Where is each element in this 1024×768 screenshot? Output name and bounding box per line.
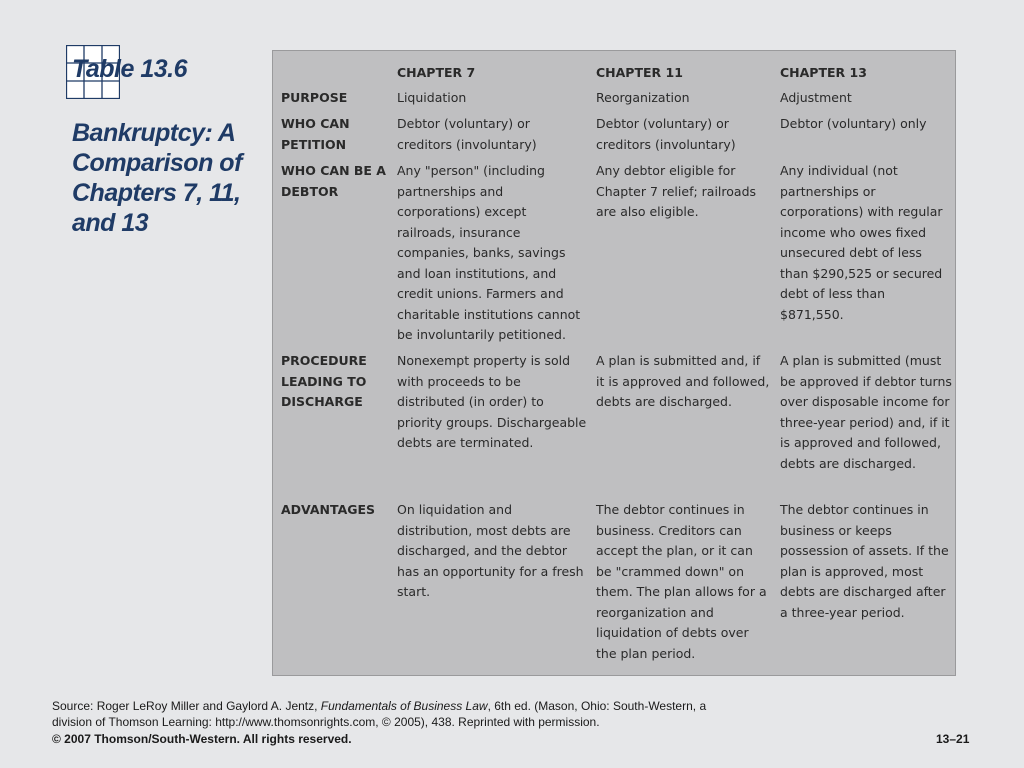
- table-cell: Any debtor eligible for Chapter 7 relief; railroads are also eligible.: [596, 163, 757, 219]
- table-cell: A plan is submitted (must be approved if debtor turns over disposable income for three-year period) and, if it is approved and followed, debts are discharged.: [780, 353, 952, 471]
- table-cell: Debtor (voluntary) only: [780, 116, 927, 131]
- table-cell: Reorganization: [596, 90, 690, 105]
- table-cell: Any individual (not partnerships or corporations) with regular income who owes fixed unsecured debt of less than $290,525 or secured debt of less than $871,550.: [780, 163, 943, 322]
- row-label-who-can-petition: WHO CAN PETITION: [281, 116, 350, 152]
- table-cell: Liquidation: [397, 90, 467, 105]
- source-suffix: , 6th ed. (Mason, Ohio: South-Western, a division of Thomson Learning: http://www.thomsonrights.com, © 2005), 438. Reprinted with permission.: [52, 699, 707, 729]
- table-cell: On liquidation and distribution, most debts are discharged, and the debtor has an opportunity for a fresh start.: [397, 502, 584, 599]
- table-cell: Any "person" (including partnerships and corporations) except railroads, insurance companies, banks, savings and loan institutions, and credit unions. Farmers and charitable institutions cannot be involuntarily petitioned.: [397, 163, 581, 342]
- column-header-chapter-7: CHAPTER 7: [397, 65, 476, 80]
- table-cell: A plan is submitted and, if it is approved and followed, debts are discharged.: [596, 353, 770, 409]
- column-header-chapter-11: CHAPTER 11: [596, 65, 683, 80]
- source-prefix: Source: Roger LeRoy Miller and Gaylord A. Jentz,: [52, 699, 321, 713]
- slide-subtitle: Bankruptcy: A Comparison of Chapters 7, 11, and 13: [72, 119, 242, 237]
- source-book-title: Fundamentals of Business Law: [320, 699, 488, 713]
- column-header-chapter-13: CHAPTER 13: [780, 65, 867, 80]
- slide-title: Table 13.6: [72, 55, 187, 83]
- bankruptcy-comparison-table: [272, 50, 956, 676]
- copyright-notice: © 2007 Thomson/South-Western. All rights reserved.: [52, 732, 352, 746]
- table-cell: The debtor continues in business or keeps possession of assets. If the plan is approved, most debts are discharged after a three-year period.: [780, 502, 949, 620]
- table-cell: Adjustment: [780, 90, 852, 105]
- row-label-purpose: PURPOSE: [281, 90, 348, 105]
- table-cell: Debtor (voluntary) or creditors (involuntary): [397, 116, 537, 152]
- row-label-advantages: ADVANTAGES: [281, 502, 376, 517]
- table-cell: Nonexempt property is sold with proceeds to be distributed (in order) to priority groups. Dischargeable debts are terminated.: [397, 353, 587, 450]
- source-citation: [52, 698, 712, 730]
- row-label-who-can-be-a-debtor: WHO CAN BE A DEBTOR: [281, 163, 386, 199]
- table-cell: The debtor continues in business. Creditors can accept the plan, or it can be "crammed down" on them. The plan allows for a reorganization and liquidation of debts over the plan period.: [596, 502, 767, 661]
- table-cell: Debtor (voluntary) or creditors (involuntary): [596, 116, 736, 152]
- row-label-procedure-leading-to-discharge: PROCEDURE LEADING TO DISCHARGE: [281, 353, 367, 409]
- page-number: 13–21: [936, 732, 970, 746]
